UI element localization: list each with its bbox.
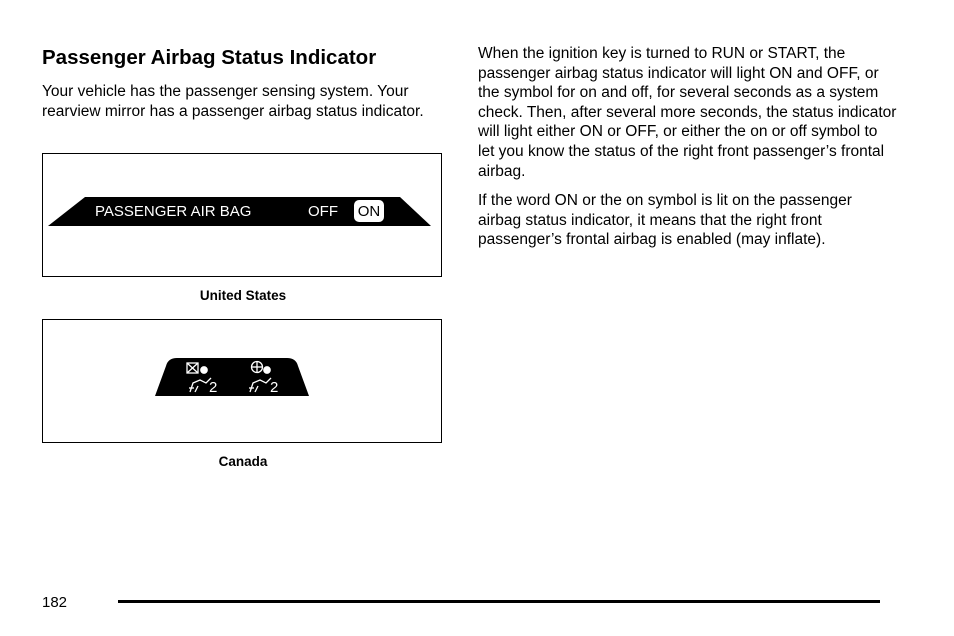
footer-rule [118,600,880,603]
us-indicator-figure [42,153,442,277]
right-column [478,44,898,260]
canada-caption: Canada [218,454,268,469]
left-column [42,44,444,131]
canada-indicator-display [43,320,441,442]
canada-indicator-figure [42,319,442,443]
canada-indicator-housing [155,358,309,396]
us-passenger-air-bag-label: PASSENGER AIR BAG [95,203,252,220]
us-caption: United States [199,288,287,303]
airbag-enabled-paragraph: If the word ON or the on symbol is lit on the passenger airbag status indicator, it means that the right front passenger’s frontal airbag is enabled (may inflate). [478,192,852,249]
intro-paragraph: Your vehicle has the passenger sensing system. Your rearview mirror has a passenger airbag status indicator. [42,83,424,120]
airbag-on-icon-digit: 2 [270,379,279,396]
us-off-label: OFF [308,203,338,220]
airbag-off-icon-digit: 2 [209,379,218,396]
page-title: Passenger Airbag Status Indicator [42,46,377,69]
us-indicator-display [43,154,441,276]
system-check-paragraph: When the ignition key is turned to RUN or START, the passenger airbag status indicator will light ON and OFF, or the symbol for on and off, for several seconds as a system check. Then, after several more seconds, the status indicator will light either ON or OFF, or either the on or off symbol to let you know the status of the right front passenger’s frontal airbag. [478,45,897,180]
us-on-label: ON [357,203,381,220]
page-number: 182 [42,594,68,611]
